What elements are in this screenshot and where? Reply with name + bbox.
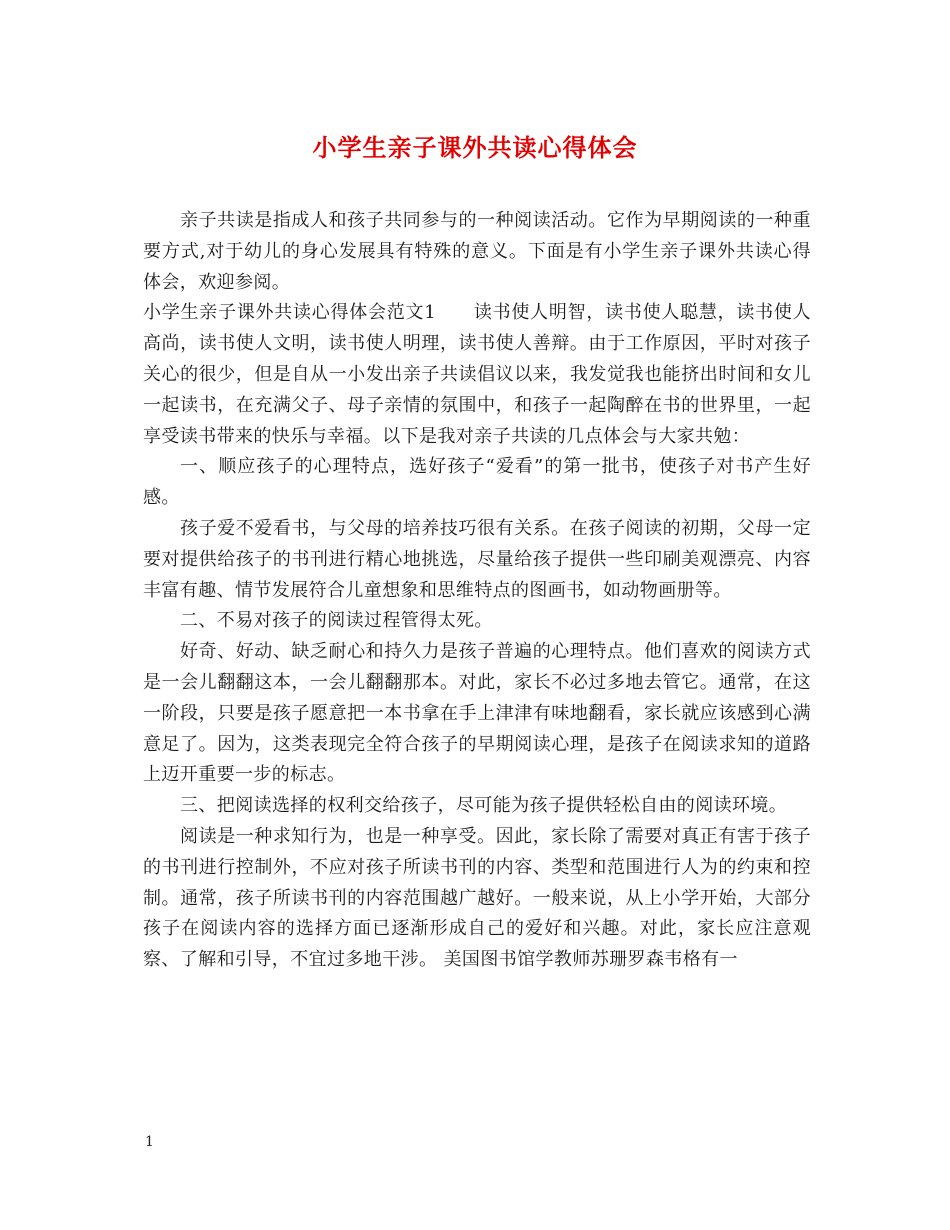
document-title: 小学生亲子课外共读心得体会 xyxy=(312,133,638,162)
paragraph-point-two-body: 好奇、好动、缺乏耐心和持久力是孩子普遍的心理特点。他们喜欢的阅读方式是一会儿翻翻这本，一会儿翻翻那本。对此，家长不必过多地去管它。通常，在这一阶段，只要是孩子愿意把一本书拿在手上津津有味地翻看，家长就应该感到心满意足了。因为，这类表现完全符合孩子的早期阅读心理，是孩子在阅读求知的道路上迈开重要一步的标志。 xyxy=(143,641,811,786)
paragraph-point-three-heading: 三、把阅读选择的权利交给孩子，尽可能为孩子提供轻松自由的阅读环境。 xyxy=(180,795,788,817)
paragraph-point-one-heading: 一、顺应孩子的心理特点，选好孩子“爱看”的第一批书，使孩子对书产生好感。 xyxy=(143,456,811,509)
paragraph-point-three-body: 阅读是一种求知行为，也是一种享受。因此，家长除了需要对真正有害于孩子的书刊进行控制外，不应对孩子所读书刊的内容、类型和范围进行人为的约束和控制。通常，孩子所读书刊的内容范围越广越好。一般来说，从上小学开始，大部分孩子在阅读内容的选择方面已逐渐形成自己的爱好和兴趣。对此，家长应注意观察、了解和引导，不宜过多地干涉。 美国图书馆学教师苏珊罗森韦格有一 xyxy=(143,825,811,971)
paragraph-point-two-heading: 二、不易对孩子的阅读过程管得太死。 xyxy=(180,610,493,632)
paragraph-intro: 亲子共读是指成人和孩子共同参与的一种阅读活动。它作为早期阅读的一种重要方式,对于幼儿的身心发展具有特殊的意义。下面是有小学生亲子课外共读心得体会，欢迎参阅。 xyxy=(143,210,811,293)
paragraph-point-one-body: 孩子爱不爱看书，与父母的培养技巧很有关系。在孩子阅读的初期，父母一定要对提供给孩子的书刊进行精心地挑选，尽量给孩子提供一些印刷美观漂亮、内容丰富有趣、情节发展符合儿童想象和思维特点的图画书，如动物画册等。 xyxy=(143,517,811,601)
paragraph-sample-essay-1: 小学生亲子课外共读心得体会范文1 读书使人明智，读书使人聪慧，读书使人高尚，读书使人文明，读书使人明理，读书使人善辩。由于工作原因，平时对孩子关心的很少，但是自从一小发出亲子共读倡议以来，我发觉我也能挤出时间和女儿一起读书，在充满父子、母子亲情的氛围中，和孩子一起陶醉在书的世界里，一起享受读书带来的快乐与幸福。以下是我对亲子共读的几点体会与大家共勉： xyxy=(143,302,811,447)
page-number: 1 xyxy=(145,1134,154,1150)
document-body xyxy=(143,206,811,976)
